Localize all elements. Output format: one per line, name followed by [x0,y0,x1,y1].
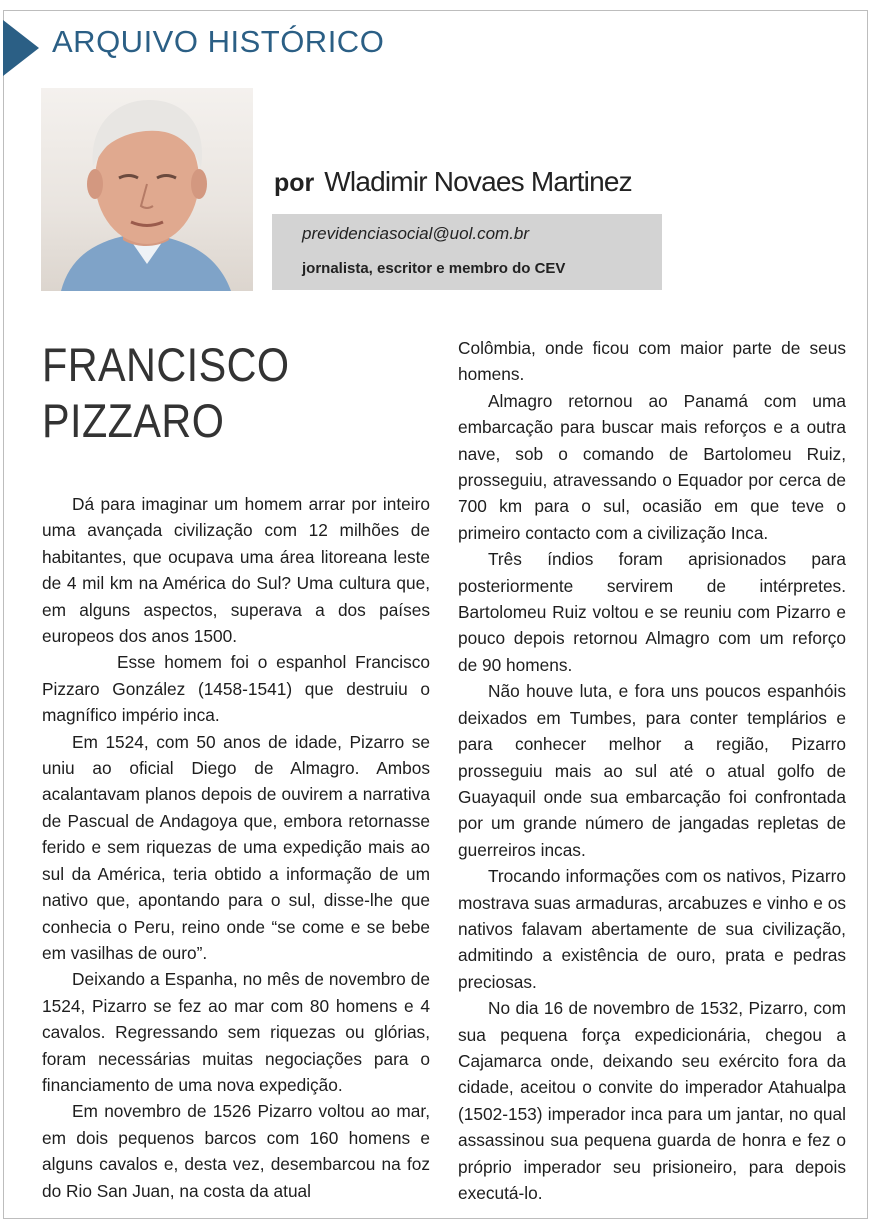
article-paragraph: Trocando informações com os nativos, Pizarro mostrava suas armaduras, arcabuzes e vinho e os nativos falavam abertamente de sua civilização, admitindo a existência de ouro, prata e pedras preciosas. [458,866,846,992]
article-column-right [458,335,846,1206]
author-name: Wladimir Novaes Martinez [324,166,632,197]
author-email[interactable]: previdenciasocial@uol.com.br [302,224,530,243]
byline-prefix: por [274,169,315,197]
author-role: jornalista, escritor e membro do CEV [302,260,566,277]
author-portrait-illustration [41,88,253,291]
triangle-arrow-icon [3,20,39,76]
article-paragraph: Esse homem foi o espanhol Francisco Pizzaro González (1458-1541) que destruiu o magnífico império inca. [42,652,430,726]
article-paragraph: Não houve luta, e fora uns poucos espanhóis deixados em Tumbes, para conter templários e para conhecer melhor a região, Pizarro prosseguiu mais ao sul até o atual golfo de Guayaquil onde sua embarcação foi confrontada por um grande número de jangadas repletas de guerreiros incas. [458,681,846,860]
article-paragraph: Três índios foram aprisionados para posteriormente servirem de intérpretes. Bartolomeu Ruiz voltou e se reuniu com Pizarro e pouco depois retornou Almagro com um reforço de 90 homens. [458,549,846,675]
article-paragraph: Em novembro de 1526 Pizarro voltou ao mar, em dois pequenos barcos com 160 homens e alguns cavalos e, desta vez, desembarcou na foz do Rio San Juan, na costa da atual [42,1101,430,1201]
section-title: ARQUIVO HISTÓRICO [52,24,385,59]
article-paragraph: Dá para imaginar um homem arrar por inteiro uma avançada civilização com 12 milhões de habitantes, que ocupava uma área litoreana leste de 4 mil km na América do Sul? Uma cultura que, em alguns aspectos, superava a dos países europeos dos anos 1500. [42,494,430,647]
author-byline [274,166,632,198]
article-paragraph: Deixando a Espanha, no mês de novembro de 1524, Pizarro se fez ao mar com 80 homens e 4 cavalos. Regressando sem riquezas ou glórias, foram necessárias muitas negociações para o financiamento de uma nova expedição. [42,969,430,1095]
article-paragraph: Almagro retornou ao Panamá com uma embarcação para buscar mais reforços e a outra nave, sob o comando de Bartolomeu Ruiz, prosseguiu, atravessando o Equador por cerca de 700 km para o sul, ocasião em que teve o primeiro contacto com a civilização Inca. [458,390,846,543]
article-column-left [42,491,430,1204]
article-paragraph: Colômbia, onde ficou com maior parte de seus homens. [458,338,846,385]
author-info-box [272,214,662,290]
article-paragraph: Em 1524, com 50 anos de idade, Pizarro se uniu ao oficial Diego de Almagro. Ambos acalantavam planos depois de ouvirem a narrativa de Pascual de Andagoya que, embora retornasse ferido e sem riquezas de uma expedição mais ao sul da América, teria obtido a informação de um nativo que, apontando para o sul, disse-lhe que conhecia o Peru, reino onde “se come e se bebe em vasilhas de ouro”. [42,731,430,963]
article-paragraph: No dia 16 de novembro de 1532, Pizarro, com sua pequena força expedicionária, chegou a Cajamarca onde, deixando seu exército fora da cidade, aceitou o convite do imperador Atahualpa (1502-153) imperador inca para um jantar, no qual assassinou sua pequena guarda de honra e fez o próprio imperador seu prisioneiro, para depois executá-lo. [458,998,846,1203]
author-photo [41,88,253,291]
article-title: FRANCISCO PIZZARO [42,338,290,447]
